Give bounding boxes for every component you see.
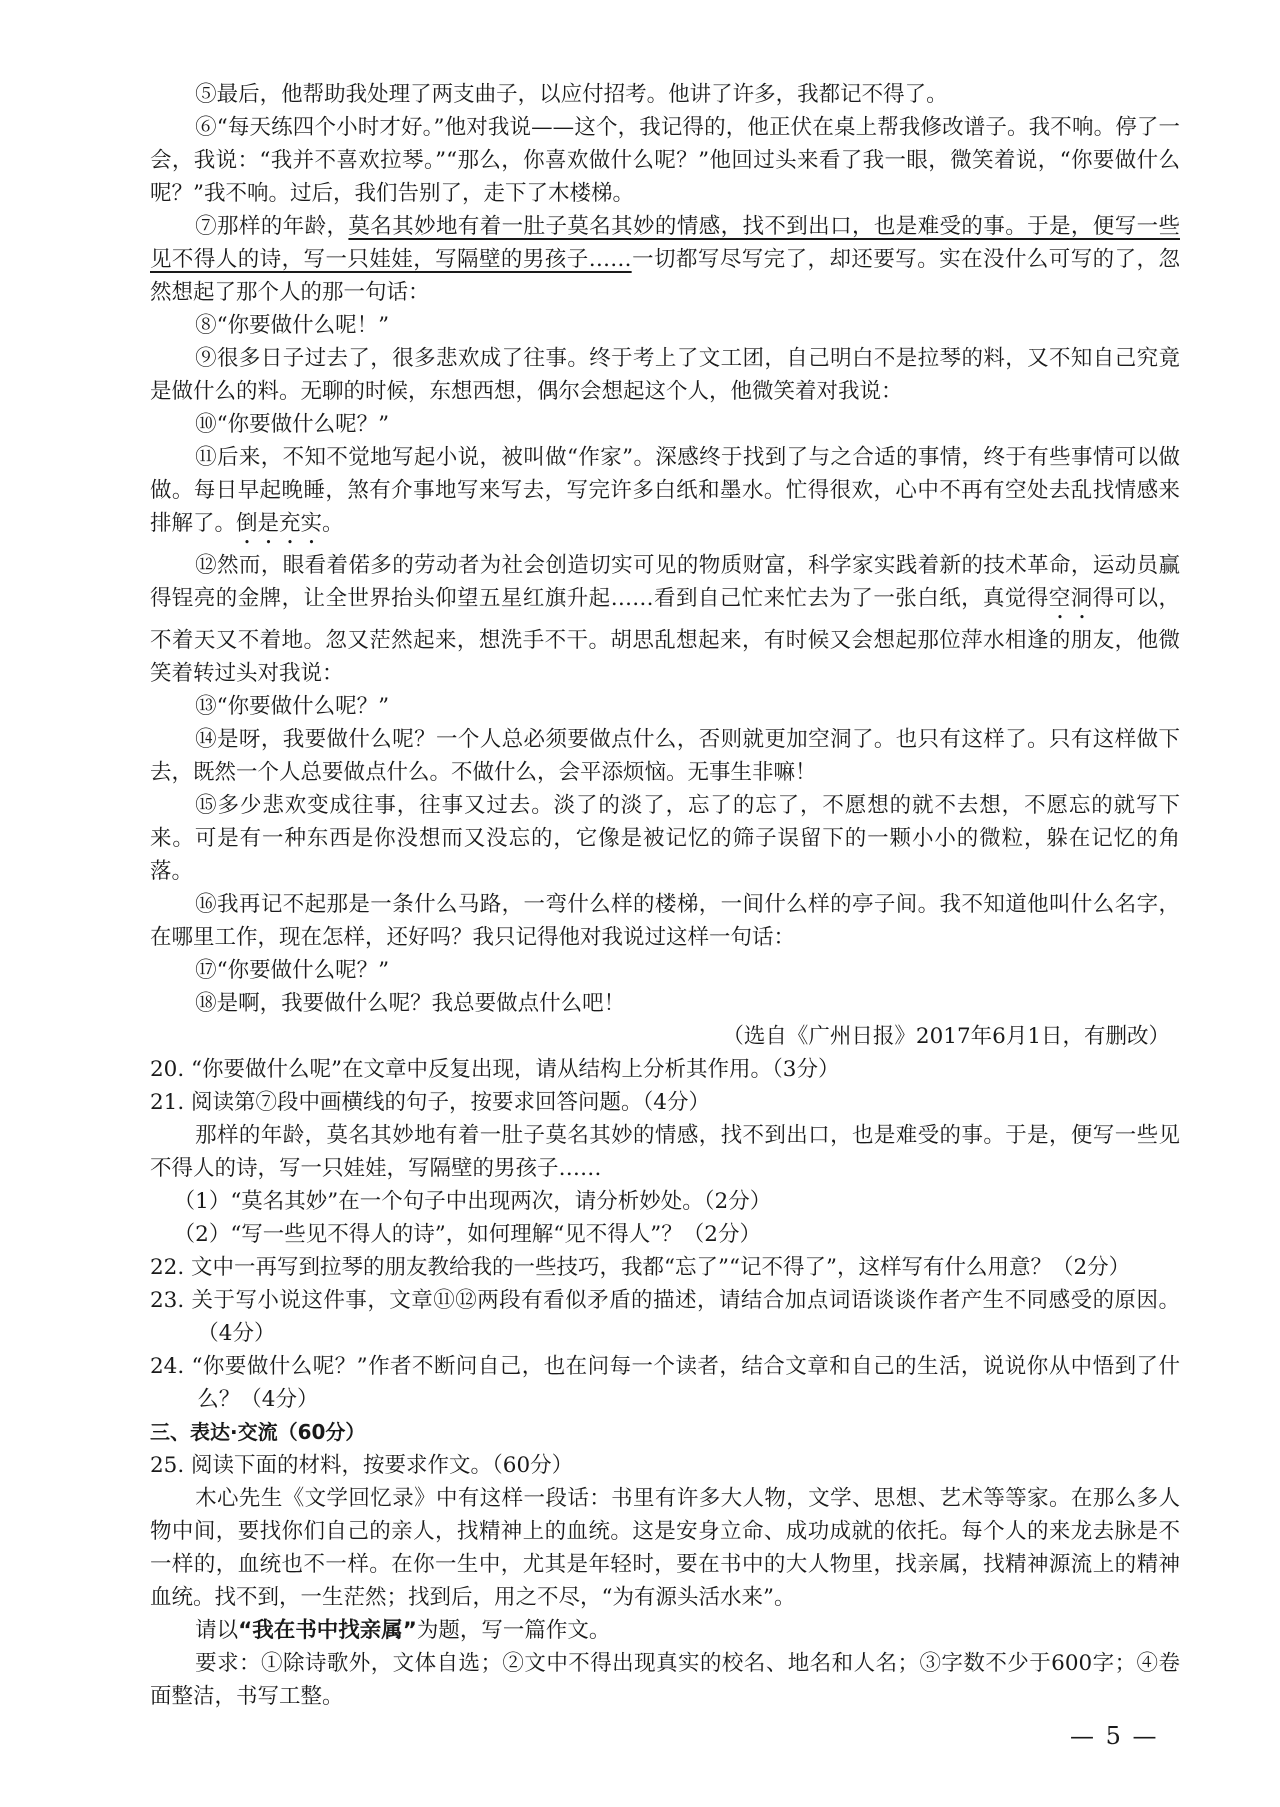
dotted-word-chongshi: 倒是充实: [236, 511, 323, 536]
page-number: — 5 —: [1070, 1722, 1159, 1750]
article-source: （选自《广州日报》2017年6月1日，有删改）: [722, 1024, 1170, 1049]
paragraph-5: ⑤最后，他帮助我处理了两支曲子，以应付招考。他讲了许多，我都记不得了。: [195, 82, 948, 107]
paragraph-7-tail: 一切都写尽写完了，却还要写。实在没什么可写的了，忽然想起了那个人的那一句话：: [150, 247, 1180, 305]
paragraph-8: ⑧“你要做什么呢！”: [195, 313, 390, 338]
paragraph-12-text-a: ⑫然而，眼看着偌多的劳动者为社会创造切实可见的物质财富，科学家实践着新的技术革命，运动员赢得锃亮的金牌，让全世界抬头仰望五星红旗升起……看到自己忙来忙去为了一张白纸，真觉得: [150, 553, 1180, 611]
paragraph-13: ⑬“你要做什么呢？”: [195, 694, 390, 719]
question-21: 21. 阅读第⑦段中画横线的句子，按要求回答问题。（4分）: [150, 1090, 710, 1115]
essay-title-prompt: [150, 1614, 1180, 1647]
paragraph-6: ⑥“每天练四个小时才好。”他对我说——这个，我记得的，他正伏在桌上帮我修改谱子。我不响。停了一会，我说：“我并不喜欢拉琴。”“那么，你喜欢做什么呢？”他回过头来看了我一眼，微笑着说，“你要做什么呢？”我不响。过后，我们告别了，走下了木楼梯。: [150, 115, 1180, 206]
essay-title: “我在书中找亲属”: [238, 1618, 417, 1643]
paragraph-11: [150, 441, 1180, 549]
paragraph-14: ⑭是呀，我要做什么呢？一个人总必须要做点什么，否则就更加空洞了。也只有这样了。只有这样做下去，既然一个人总要做点什么。不做什么，会平添烦恼。无事生非嘛！: [150, 727, 1180, 785]
paragraph-11-text: ⑪后来，不知不觉地写起小说，被叫做“作家”。深感终于找到了与之合适的事情，终于有些事情可以做做。每日早起晚睡，煞有介事地写来写去，写完许多白纸和墨水。忙得很欢，心中不再有空处去乱找情感来排解了。: [150, 445, 1180, 536]
question-25: 25. 阅读下面的材料，按要求作文。（60分）: [150, 1453, 574, 1478]
question-23: 23. 关于写小说这件事，文章⑪⑫两段有看似矛盾的描述，请结合加点词语谈谈作者产生不同感受的原因。（4分）: [150, 1288, 1180, 1346]
underlined-sentence: 莫名其妙地有着一肚子莫名其妙的情感，找不到出口，也是难受的事。于是，便写一些见不得人的诗，写一只娃娃，写隔壁的男孩子……: [150, 214, 1180, 272]
paragraph-12: [150, 549, 1180, 690]
question-21-quote: 那样的年龄，莫名其妙地有着一肚子莫名其妙的情感，找不到出口，也是难受的事。于是，便写一些见不得人的诗，写一只娃娃，写隔壁的男孩子……: [150, 1123, 1180, 1181]
page-content: [150, 78, 1180, 1713]
section-3-heading: 三、表达·交流（60分）: [150, 1420, 366, 1444]
paragraph-11-end: 。: [322, 511, 344, 536]
paragraph-7: [150, 210, 1180, 309]
paragraph-15: ⑮多少悲欢变成往事，往事又过去。淡了的淡了，忘了的忘了，不愿想的就不去想，不愿忘的就写下来。可是有一种东西是你没想而又没忘的，它像是被记忆的筛子误留下的一颗小小的微粒，躲在记忆的角落。: [150, 793, 1180, 884]
question-21-part-1: （1）“莫名其妙”在一个句子中出现两次，请分析妙处。（2分）: [173, 1189, 772, 1214]
title-prompt-lead: 请以: [195, 1618, 239, 1643]
dotted-word-kongdong: 空洞: [1048, 586, 1093, 611]
question-22: 22. 文中一再写到拉琴的朋友教给我的一些技巧，我都“忘了”“记不得了”，这样写有什么用意？（2分）: [150, 1255, 1131, 1280]
paragraph-12-text-b: 得可以，不着天又不着地。忽又茫然起来，想洗手不干。胡思乱想起来，有时候又会想起那位萍水相逢的朋友，他微笑着转过头对我说：: [150, 586, 1180, 686]
essay-material: 木心先生《文学回忆录》中有这样一段话：书里有许多大人物，文学、思想、艺术等等家。在那么多人物中间，要找你们自己的亲人，找精神上的血统。这是安身立命、成功成就的依托。每个人的来龙去脉是不一样的，血统也不一样。在你一生中，尤其是年轻时，要在书中的大人物里，找亲属，找精神源流上的精神血统。找不到，一生茫然；找到后，用之不尽，“为有源头活水来”。: [150, 1486, 1180, 1610]
paragraph-7-lead: ⑦那样的年龄，: [195, 214, 349, 239]
question-20: 20. “你要做什么呢”在文章中反复出现，请从结构上分析其作用。（3分）: [150, 1057, 840, 1082]
paragraph-16: ⑯我再记不起那是一条什么马路，一弯什么样的楼梯，一间什么样的亭子间。我不知道他叫什么名字，在哪里工作，现在怎样，还好吗？我只记得他对我说过这样一句话：: [150, 892, 1180, 950]
title-prompt-tail: 为题，写一篇作文。: [416, 1618, 611, 1643]
essay-requirements: 要求：①除诗歌外，文体自选；②文中不得出现真实的校名、地名和人名；③字数不少于600字；④卷面整洁，书写工整。: [150, 1651, 1180, 1709]
paragraph-10: ⑩“你要做什么呢？”: [195, 412, 390, 437]
paragraph-18: ⑱是啊，我要做什么呢？我总要做点什么吧！: [195, 991, 626, 1016]
paragraph-17: ⑰“你要做什么呢？”: [195, 958, 390, 983]
question-24: 24. “你要做什么呢？”作者不断问自己，也在问每一个读者，结合文章和自己的生活，说说你从中悟到了什么？（4分）: [150, 1354, 1180, 1412]
paragraph-9: ⑨很多日子过去了，很多悲欢成了往事。终于考上了文工团，自己明白不是拉琴的料，又不知自己究竟是做什么的料。无聊的时候，东想西想，偶尔会想起这个人，他微笑着对我说：: [150, 346, 1180, 404]
question-21-part-2: （2）“写一些见不得人的诗”，如何理解“见不得人”？（2分）: [173, 1222, 761, 1247]
